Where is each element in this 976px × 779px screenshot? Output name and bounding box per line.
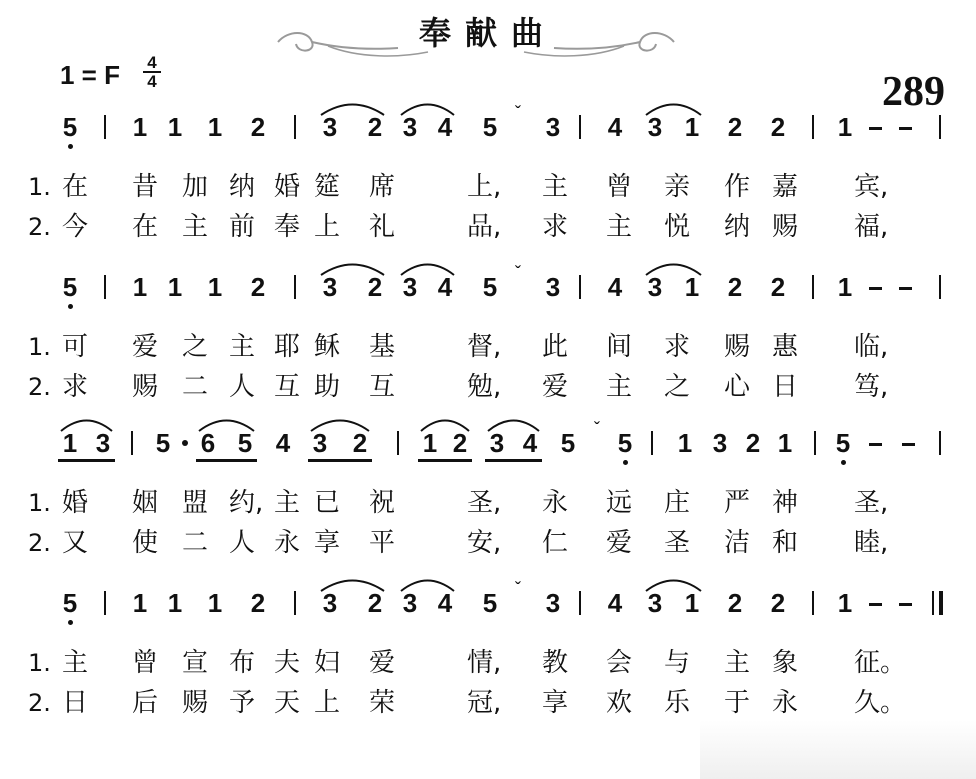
note: 6 — [200, 428, 216, 458]
verse-number: 2. — [28, 373, 51, 401]
lyric-syllable: 久。 — [854, 688, 907, 718]
lyric-syllable: 上, — [467, 172, 502, 202]
sustain-dash — [899, 287, 912, 290]
note: 3 — [647, 272, 663, 302]
lyric-syllable: 圣, — [467, 488, 502, 518]
bar-line — [294, 275, 296, 299]
eighth-beam — [196, 459, 257, 462]
time-signature — [143, 55, 161, 89]
lyric-syllable: 加 — [182, 172, 209, 202]
note: 3 — [545, 112, 561, 142]
note: 1 — [167, 272, 183, 302]
lyric-syllable: 赐 — [132, 372, 159, 402]
lyric-syllable: 赐 — [772, 212, 799, 242]
lyric-syllable: 求 — [542, 212, 569, 242]
note: 3 — [95, 428, 111, 458]
note: 1 — [207, 272, 223, 302]
note: 2 — [770, 272, 786, 302]
note: 4 — [437, 272, 453, 302]
lyric-syllable: 助 — [314, 372, 341, 402]
bar-line — [939, 431, 941, 455]
sustain-dash — [869, 443, 882, 446]
verse-number: 2. — [28, 529, 51, 557]
lyric-syllable: 严 — [724, 488, 751, 518]
lyric-syllable: 乐 — [664, 688, 691, 718]
note: 1 — [422, 428, 438, 458]
bar-line-inner — [932, 591, 934, 615]
lyric-syllable: 享 — [542, 688, 569, 718]
lyric-syllable: 礼 — [369, 212, 396, 242]
lyric-syllable: 人 — [229, 528, 256, 558]
lyric-syllable: 日 — [772, 372, 799, 402]
hymn-title: 奉献曲 — [418, 14, 557, 52]
bar-line — [131, 431, 133, 455]
lyric-syllable: 洁 — [724, 528, 751, 558]
note: 5 — [237, 428, 253, 458]
bar-line — [294, 591, 296, 615]
bar-line — [104, 115, 106, 139]
lyric-syllable: 之 — [182, 332, 209, 362]
lyric-syllable: 婚 — [62, 488, 89, 518]
lyric-syllable: 姻 — [132, 488, 159, 518]
verse-number: 2. — [28, 689, 51, 717]
slur-arc — [645, 100, 702, 116]
bar-line — [812, 115, 814, 139]
note: 4 — [275, 428, 291, 458]
note: 1 — [837, 588, 853, 618]
lyric-syllable: 基 — [369, 332, 396, 362]
slur-arc — [645, 260, 702, 276]
note: 2 — [452, 428, 468, 458]
lyric-syllable: 平 — [369, 528, 396, 558]
note: 1 — [777, 428, 793, 458]
lyric-syllable: 爱 — [369, 648, 396, 678]
lyric-syllable: 纳 — [724, 212, 751, 242]
note: 2 — [250, 588, 266, 618]
lyric-syllable: 布 — [229, 648, 256, 678]
note: 5 — [155, 428, 171, 458]
note: 5 — [55, 588, 85, 618]
slur-arc — [487, 416, 540, 432]
note: 3 — [712, 428, 728, 458]
lyric-syllable: 与 — [664, 648, 691, 678]
slur-arc — [320, 260, 385, 276]
lyric-syllable: 主 — [62, 648, 89, 678]
lyric-syllable: 永 — [772, 688, 799, 718]
note: 2 — [250, 272, 266, 302]
lyric-syllable: 惠 — [772, 332, 799, 362]
verse-number: 1. — [28, 489, 51, 517]
verse-number: 2. — [28, 213, 51, 241]
lyric-syllable: 永 — [274, 528, 301, 558]
lyric-syllable: 爱 — [132, 332, 159, 362]
lyric-syllable: 宾, — [854, 172, 889, 202]
lyric-syllable: 庄 — [664, 488, 691, 518]
lyric-syllable: 在 — [132, 212, 159, 242]
lyric-syllable: 主 — [274, 488, 301, 518]
note: 1 — [837, 112, 853, 142]
lyric-syllable: 盟 — [182, 488, 209, 518]
note: 2 — [727, 112, 743, 142]
lyric-syllable: 于 — [724, 688, 751, 718]
lyric-syllable: 席 — [369, 172, 396, 202]
title-ornament — [268, 28, 684, 64]
lyric-syllable: 上 — [314, 688, 341, 718]
bar-line — [579, 115, 581, 139]
lyric-syllable: 宣 — [182, 648, 209, 678]
lyric-syllable: 仁 — [542, 528, 569, 558]
bar-line — [651, 431, 653, 455]
lyric-syllable: 今 — [62, 212, 89, 242]
bar-line — [939, 275, 941, 299]
bar-line — [812, 591, 814, 615]
slur-arc — [400, 260, 455, 276]
lyric-syllable: 主 — [724, 648, 751, 678]
lyric-syllable: 临, — [854, 332, 889, 362]
note: 1 — [684, 588, 700, 618]
note: 2 — [727, 272, 743, 302]
bar-line — [104, 275, 106, 299]
bar-line — [397, 431, 399, 455]
bar-line — [939, 115, 941, 139]
sustain-dash — [899, 603, 912, 606]
note: 5 — [482, 588, 498, 618]
lyric-syllable: 征。 — [854, 648, 907, 678]
lyric-syllable: 勉, — [467, 372, 502, 402]
lyric-syllable: 作 — [724, 172, 751, 202]
breath-mark: ˇ — [515, 579, 521, 599]
note: 3 — [312, 428, 328, 458]
note: 2 — [745, 428, 761, 458]
lyric-syllable: 祝 — [369, 488, 396, 518]
eighth-beam — [58, 459, 115, 462]
hymn-number: 289 — [882, 69, 945, 115]
note: 5 — [560, 428, 576, 458]
lyric-syllable: 主 — [606, 212, 633, 242]
lyric-syllable: 昔 — [132, 172, 159, 202]
note: 2 — [367, 112, 383, 142]
slur-arc — [420, 416, 470, 432]
lyric-syllable: 象 — [772, 648, 799, 678]
lyric-syllable: 享 — [314, 528, 341, 558]
lyric-syllable: 后 — [132, 688, 159, 718]
note: 2 — [770, 588, 786, 618]
lyric-syllable: 人 — [229, 372, 256, 402]
note: 1 — [677, 428, 693, 458]
note: 1 — [167, 588, 183, 618]
slur-arc — [320, 100, 385, 116]
lyric-syllable: 圣, — [854, 488, 889, 518]
lyric-syllable: 主 — [182, 212, 209, 242]
note: 2 — [250, 112, 266, 142]
lyric-syllable: 神 — [772, 488, 799, 518]
dotted-note-dot — [182, 440, 188, 446]
lyric-syllable: 欢 — [606, 688, 633, 718]
time-signature-top: 4 — [147, 53, 157, 72]
lyric-syllable: 互 — [369, 372, 396, 402]
lyric-syllable: 互 — [274, 372, 301, 402]
note: 3 — [322, 272, 338, 302]
bar-line — [812, 275, 814, 299]
lyric-syllable: 使 — [132, 528, 159, 558]
note: 2 — [367, 588, 383, 618]
lyric-syllable: 笃, — [854, 372, 889, 402]
lyric-syllable: 夫 — [274, 648, 301, 678]
note: 1 — [207, 112, 223, 142]
note: 3 — [402, 112, 418, 142]
lyric-syllable: 奉 — [274, 212, 301, 242]
lyric-syllable: 二 — [182, 528, 209, 558]
note: 3 — [647, 112, 663, 142]
bar-line — [579, 591, 581, 615]
note: 5 — [55, 272, 85, 302]
lyric-syllable: 永 — [542, 488, 569, 518]
lyric-syllable: 筵 — [314, 172, 341, 202]
bar-line — [814, 431, 816, 455]
note: 3 — [322, 112, 338, 142]
slur-arc — [320, 576, 385, 592]
lyric-syllable: 在 — [62, 172, 89, 202]
note: 3 — [402, 272, 418, 302]
lyric-syllable: 曾 — [132, 648, 159, 678]
note: 3 — [545, 272, 561, 302]
sustain-dash — [869, 603, 882, 606]
note: 3 — [489, 428, 505, 458]
slur-arc — [60, 416, 113, 432]
lyric-syllable: 前 — [229, 212, 256, 242]
lyric-syllable: 纳 — [229, 172, 256, 202]
lyric-syllable: 会 — [606, 648, 633, 678]
slur-arc — [198, 416, 255, 432]
note: 4 — [607, 588, 623, 618]
sustain-dash — [899, 127, 912, 130]
slur-arc — [310, 416, 370, 432]
lyric-syllable: 亲 — [664, 172, 691, 202]
lyric-syllable: 远 — [606, 488, 633, 518]
eighth-beam — [308, 459, 372, 462]
note: 5 — [55, 112, 85, 142]
lyric-syllable: 耶 — [274, 332, 301, 362]
lyric-syllable: 约, — [229, 488, 264, 518]
lyric-syllable: 日 — [62, 688, 89, 718]
time-signature-bottom: 4 — [147, 72, 157, 91]
note: 3 — [322, 588, 338, 618]
note: 1 — [132, 588, 148, 618]
verse-number: 1. — [28, 173, 51, 201]
lyric-syllable: 心 — [724, 372, 751, 402]
breath-mark: ˇ — [515, 103, 521, 123]
note: 2 — [367, 272, 383, 302]
note: 3 — [402, 588, 418, 618]
lyric-syllable: 曾 — [606, 172, 633, 202]
key-signature: 1 = F — [60, 60, 120, 90]
bar-line — [579, 275, 581, 299]
note: 4 — [437, 112, 453, 142]
lyric-syllable: 求 — [62, 372, 89, 402]
note: 1 — [167, 112, 183, 142]
lyric-syllable: 又 — [62, 528, 89, 558]
note: 5 — [482, 272, 498, 302]
lyric-syllable: 情, — [467, 648, 502, 678]
note: 3 — [545, 588, 561, 618]
lyric-syllable: 天 — [274, 688, 301, 718]
lyric-syllable: 已 — [314, 488, 341, 518]
note: 5 — [828, 428, 858, 458]
lyric-syllable: 赐 — [724, 332, 751, 362]
note: 1 — [132, 272, 148, 302]
lyric-syllable: 品, — [467, 212, 502, 242]
lyric-syllable: 悦 — [664, 212, 691, 242]
note: 4 — [607, 112, 623, 142]
note: 4 — [522, 428, 538, 458]
slur-arc — [400, 576, 455, 592]
lyric-syllable: 之 — [664, 372, 691, 402]
eighth-beam — [485, 459, 542, 462]
note: 3 — [647, 588, 663, 618]
lyric-syllable: 安, — [467, 528, 502, 558]
lyric-syllable: 可 — [62, 332, 89, 362]
verse-number: 1. — [28, 333, 51, 361]
note: 1 — [837, 272, 853, 302]
lyric-syllable: 爱 — [606, 528, 633, 558]
verse-number: 1. — [28, 649, 51, 677]
note: 2 — [352, 428, 368, 458]
note: 5 — [482, 112, 498, 142]
lyric-syllable: 和 — [772, 528, 799, 558]
lyric-syllable: 此 — [542, 332, 569, 362]
lyric-syllable: 圣 — [664, 528, 691, 558]
breath-mark: ˇ — [594, 419, 600, 439]
scan-fade — [700, 720, 976, 779]
note: 1 — [684, 112, 700, 142]
lyric-syllable: 睦, — [854, 528, 889, 558]
note: 5 — [610, 428, 640, 458]
lyric-syllable: 主 — [542, 172, 569, 202]
note: 2 — [770, 112, 786, 142]
lyric-syllable: 予 — [229, 688, 256, 718]
lyric-syllable: 上 — [314, 212, 341, 242]
note: 1 — [207, 588, 223, 618]
sustain-dash — [869, 287, 882, 290]
lyric-syllable: 福, — [854, 212, 889, 242]
note: 4 — [607, 272, 623, 302]
lyric-syllable: 赐 — [182, 688, 209, 718]
lyric-syllable: 妇 — [314, 648, 341, 678]
lyric-syllable: 间 — [606, 332, 633, 362]
lyric-syllable: 爱 — [542, 372, 569, 402]
breath-mark: ˇ — [515, 263, 521, 283]
lyric-syllable: 主 — [606, 372, 633, 402]
lyric-syllable: 二 — [182, 372, 209, 402]
lyric-syllable: 求 — [664, 332, 691, 362]
note: 4 — [437, 588, 453, 618]
lyric-syllable: 婚 — [274, 172, 301, 202]
lyric-syllable: 冠, — [467, 688, 502, 718]
note: 1 — [132, 112, 148, 142]
bar-line — [104, 591, 106, 615]
slur-arc — [400, 100, 455, 116]
lyric-syllable: 稣 — [314, 332, 341, 362]
sustain-dash — [902, 443, 915, 446]
note: 1 — [684, 272, 700, 302]
note: 1 — [62, 428, 78, 458]
bar-line — [294, 115, 296, 139]
sustain-dash — [869, 127, 882, 130]
bar-line — [939, 591, 943, 615]
lyric-syllable: 教 — [542, 648, 569, 678]
lyric-syllable: 主 — [229, 332, 256, 362]
slur-arc — [645, 576, 702, 592]
lyric-syllable: 嘉 — [772, 172, 799, 202]
eighth-beam — [418, 459, 472, 462]
lyric-syllable: 督, — [467, 332, 502, 362]
note: 2 — [727, 588, 743, 618]
lyric-syllable: 荣 — [369, 688, 396, 718]
